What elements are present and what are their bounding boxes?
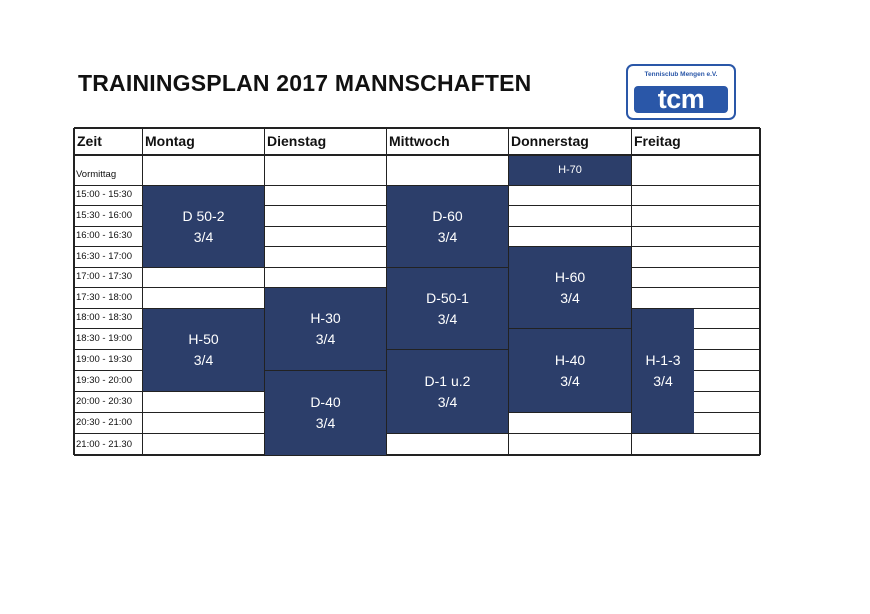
row-divider xyxy=(74,154,760,156)
training-team: H-40 xyxy=(554,351,586,368)
training-team: D-60 xyxy=(432,207,463,224)
training-team: H-50 xyxy=(188,331,219,347)
training-courts: 3/4 xyxy=(315,415,336,431)
training-block xyxy=(143,186,264,267)
logo-mark: tcm xyxy=(634,86,728,113)
training-courts: 3/4 xyxy=(193,228,214,245)
row-divider xyxy=(74,433,760,434)
training-block xyxy=(143,309,264,391)
training-courts: 3/4 xyxy=(437,228,458,245)
time-slot-label: 15:30 - 16:00 xyxy=(76,210,132,221)
time-slot-label: Vormittag xyxy=(76,169,117,180)
column-header-zeit: Zeit xyxy=(77,133,102,149)
club-logo xyxy=(626,64,736,120)
training-courts: 3/4 xyxy=(560,289,580,306)
training-block xyxy=(387,350,508,433)
training-team: H-60 xyxy=(554,268,586,285)
training-block xyxy=(509,156,631,185)
training-team: H-30 xyxy=(310,310,341,326)
column-header-montag: Montag xyxy=(145,133,195,149)
column-divider xyxy=(142,128,143,455)
column-divider xyxy=(759,128,761,455)
time-slot-label: 15:00 - 15:30 xyxy=(76,189,132,200)
row-divider xyxy=(74,127,760,129)
training-courts: 3/4 xyxy=(315,331,336,347)
column-divider xyxy=(73,128,75,455)
training-team: H-1-3 xyxy=(645,352,681,368)
time-slot-label: 18:30 - 19:00 xyxy=(76,333,132,344)
training-block xyxy=(509,329,631,412)
time-slot-label: 21:00 - 21.30 xyxy=(76,439,132,450)
row-divider xyxy=(74,454,760,456)
training-team: D 50-2 xyxy=(182,207,225,224)
time-slot-label: 18:00 - 18:30 xyxy=(76,312,132,323)
training-block xyxy=(265,288,386,370)
training-courts: 3/4 xyxy=(653,373,673,389)
training-team: D-50-1 xyxy=(426,289,469,306)
training-block xyxy=(632,309,694,433)
time-slot-label: 20:00 - 20:30 xyxy=(76,396,132,407)
training-block xyxy=(265,371,386,455)
time-slot-label: 16:00 - 16:30 xyxy=(76,230,132,241)
training-block xyxy=(509,247,631,328)
time-slot-label: 20:30 - 21:00 xyxy=(76,417,132,428)
time-slot-label: 16:30 - 17:00 xyxy=(76,251,132,262)
time-slot-label: 17:30 - 18:00 xyxy=(76,292,132,303)
logo-club-name: Tennisclub Mengen e.V. xyxy=(644,71,718,78)
training-schedule-table xyxy=(74,128,760,455)
training-team: D-1 u.2 xyxy=(424,372,471,389)
training-courts: 3/4 xyxy=(437,310,458,327)
page-title: TRAININGSPLAN 2017 MANNSCHAFTEN xyxy=(78,70,532,96)
column-header-freitag: Freitag xyxy=(634,133,681,149)
time-slot-label: 19:30 - 20:00 xyxy=(76,375,132,386)
time-slot-label: 19:00 - 19:30 xyxy=(76,354,132,365)
training-team: D-40 xyxy=(310,394,341,410)
training-block xyxy=(387,186,508,267)
time-slot-label: 17:00 - 17:30 xyxy=(76,271,132,282)
training-team: H-70 xyxy=(558,164,582,176)
training-courts: 3/4 xyxy=(560,372,580,389)
column-header-dienstag: Dienstag xyxy=(267,133,327,149)
training-courts: 3/4 xyxy=(193,352,214,368)
training-courts: 3/4 xyxy=(437,393,458,410)
column-header-mittwoch: Mittwoch xyxy=(389,133,450,149)
column-header-donnerstag: Donnerstag xyxy=(511,133,589,149)
training-block xyxy=(387,268,508,349)
